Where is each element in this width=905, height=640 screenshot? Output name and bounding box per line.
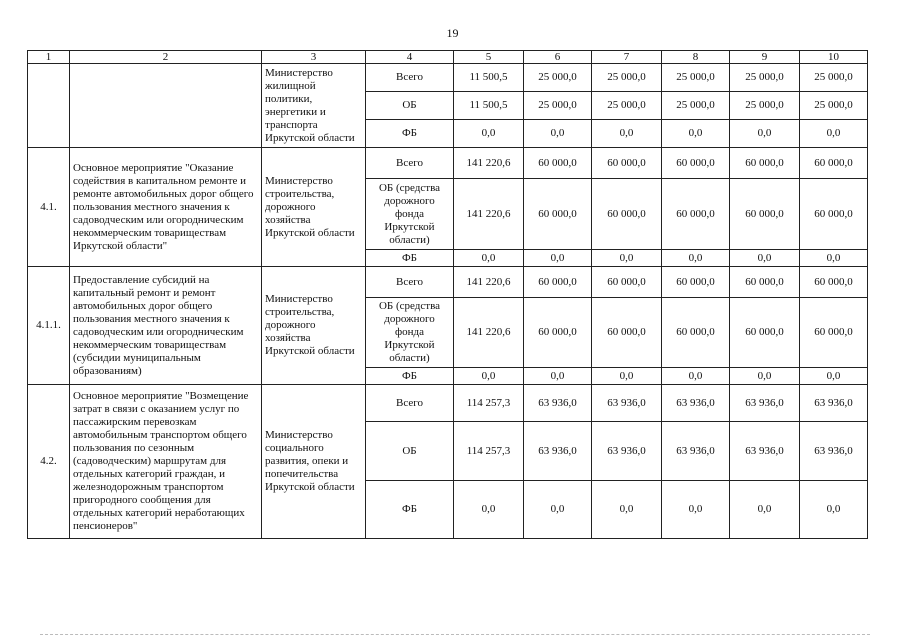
amount-cell: 141 220,6 bbox=[454, 267, 524, 298]
header-col-8: 8 bbox=[662, 51, 730, 64]
amount-cell: 60 000,0 bbox=[592, 298, 662, 368]
header-col-2: 2 bbox=[70, 51, 262, 64]
amount-cell: 60 000,0 bbox=[730, 148, 800, 179]
amount-cell: 25 000,0 bbox=[592, 92, 662, 120]
amount-cell: 60 000,0 bbox=[730, 298, 800, 368]
item-name bbox=[70, 64, 262, 148]
item-name: Предоставление субсидий на капитальный ремонт и ремонт автомобильных дорог общего пользования местного значения к садоводческим или огородническим некоммерческим товариществам (субсидии муниципальным образованиям) bbox=[70, 267, 262, 385]
funding-source: Всего bbox=[366, 64, 454, 92]
amount-cell: 0,0 bbox=[662, 120, 730, 148]
page-number: 19 bbox=[446, 26, 459, 40]
amount-cell: 60 000,0 bbox=[800, 267, 868, 298]
amount-cell: 141 220,6 bbox=[454, 298, 524, 368]
amount-cell: 0,0 bbox=[524, 368, 592, 385]
amount-cell: 0,0 bbox=[524, 120, 592, 148]
amount-cell: 60 000,0 bbox=[524, 148, 592, 179]
amount-cell: 114 257,3 bbox=[454, 422, 524, 481]
header-col-7: 7 bbox=[592, 51, 662, 64]
header-col-6: 6 bbox=[524, 51, 592, 64]
item-code bbox=[28, 64, 70, 148]
header-col-4: 4 bbox=[366, 51, 454, 64]
funding-source: ОБ (средства дорожного фонда Иркутской области) bbox=[366, 298, 454, 368]
amount-cell: 25 000,0 bbox=[524, 92, 592, 120]
amount-cell: 60 000,0 bbox=[800, 298, 868, 368]
amount-cell: 11 500,5 bbox=[454, 64, 524, 92]
amount-cell: 60 000,0 bbox=[592, 267, 662, 298]
amount-cell: 11 500,5 bbox=[454, 92, 524, 120]
funding-source: ФБ bbox=[366, 120, 454, 148]
amount-cell: 0,0 bbox=[800, 120, 868, 148]
amount-cell: 25 000,0 bbox=[800, 92, 868, 120]
amount-cell: 0,0 bbox=[800, 250, 868, 267]
amount-cell: 60 000,0 bbox=[662, 298, 730, 368]
amount-cell: 60 000,0 bbox=[662, 148, 730, 179]
amount-cell: 60 000,0 bbox=[592, 148, 662, 179]
amount-cell: 0,0 bbox=[454, 368, 524, 385]
amount-cell: 0,0 bbox=[730, 120, 800, 148]
amount-cell: 25 000,0 bbox=[592, 64, 662, 92]
item-code: 4.1.1. bbox=[28, 267, 70, 385]
amount-cell: 0,0 bbox=[662, 481, 730, 539]
header-col-1: 1 bbox=[28, 51, 70, 64]
amount-cell: 0,0 bbox=[592, 481, 662, 539]
bottom-edge-artifact bbox=[40, 634, 870, 637]
amount-cell: 0,0 bbox=[730, 250, 800, 267]
amount-cell: 0,0 bbox=[592, 120, 662, 148]
amount-cell: 60 000,0 bbox=[592, 179, 662, 250]
item-executor: Министерство жилищной политики, энергетики и транспорта Иркутской области bbox=[262, 64, 366, 148]
amount-cell: 25 000,0 bbox=[800, 64, 868, 92]
header-col-9: 9 bbox=[730, 51, 800, 64]
amount-cell: 0,0 bbox=[592, 368, 662, 385]
amount-cell: 63 936,0 bbox=[800, 385, 868, 422]
amount-cell: 63 936,0 bbox=[730, 422, 800, 481]
amount-cell: 0,0 bbox=[800, 368, 868, 385]
table-row bbox=[28, 385, 868, 422]
funding-source: ФБ bbox=[366, 368, 454, 385]
funding-source: Всего bbox=[366, 267, 454, 298]
header-row bbox=[28, 51, 868, 64]
amount-cell: 63 936,0 bbox=[592, 385, 662, 422]
amount-cell: 63 936,0 bbox=[524, 385, 592, 422]
funding-source: ФБ bbox=[366, 250, 454, 267]
item-executor: Министерство социального развития, опеки и попечительства Иркутской области bbox=[262, 385, 366, 539]
amount-cell: 0,0 bbox=[454, 120, 524, 148]
amount-cell: 0,0 bbox=[662, 250, 730, 267]
table-row bbox=[28, 267, 868, 298]
item-name: Основное мероприятие "Возмещение затрат в связи с оказанием услуг по пассажирским перевозкам автомобильным транспортом общего пользования по сезонным (садоводческим) маршрутам для отдельных категорий граждан, и железнодорожным транспортом пригородного сообщения для отдельных категорий неработающих пенсионеров" bbox=[70, 385, 262, 539]
item-code: 4.1. bbox=[28, 148, 70, 267]
amount-cell: 60 000,0 bbox=[730, 179, 800, 250]
header-col-5: 5 bbox=[454, 51, 524, 64]
amount-cell: 60 000,0 bbox=[730, 267, 800, 298]
amount-cell: 60 000,0 bbox=[800, 179, 868, 250]
amount-cell: 114 257,3 bbox=[454, 385, 524, 422]
amount-cell: 60 000,0 bbox=[800, 148, 868, 179]
item-executor: Министерство строительства, дорожного хозяйства Иркутской области bbox=[262, 267, 366, 385]
amount-cell: 0,0 bbox=[662, 368, 730, 385]
amount-cell: 60 000,0 bbox=[524, 267, 592, 298]
amount-cell: 25 000,0 bbox=[662, 64, 730, 92]
amount-cell: 141 220,6 bbox=[454, 148, 524, 179]
amount-cell: 0,0 bbox=[730, 368, 800, 385]
amount-cell: 25 000,0 bbox=[662, 92, 730, 120]
amount-cell: 25 000,0 bbox=[524, 64, 592, 92]
header-col-10: 10 bbox=[800, 51, 868, 64]
amount-cell: 63 936,0 bbox=[592, 422, 662, 481]
amount-cell: 141 220,6 bbox=[454, 179, 524, 250]
amount-cell: 0,0 bbox=[730, 481, 800, 539]
amount-cell: 60 000,0 bbox=[662, 267, 730, 298]
funding-source: Всего bbox=[366, 148, 454, 179]
funding-source: ОБ bbox=[366, 422, 454, 481]
table-row bbox=[28, 148, 868, 179]
item-name: Основное мероприятие "Оказание содействия в капитальном ремонте и ремонте автомобильных дорог общего пользования местного значения к садоводческим или огородническим некоммерческим товариществам Иркутской области" bbox=[70, 148, 262, 267]
amount-cell: 0,0 bbox=[454, 250, 524, 267]
header-col-3: 3 bbox=[262, 51, 366, 64]
amount-cell: 60 000,0 bbox=[662, 179, 730, 250]
table-row bbox=[28, 64, 868, 92]
item-code: 4.2. bbox=[28, 385, 70, 539]
amount-cell: 0,0 bbox=[454, 481, 524, 539]
item-executor: Министерство строительства, дорожного хозяйства Иркутской области bbox=[262, 148, 366, 267]
funding-source: ОБ (средства дорожного фонда Иркутской области) bbox=[366, 179, 454, 250]
amount-cell: 60 000,0 bbox=[524, 179, 592, 250]
amount-cell: 0,0 bbox=[592, 250, 662, 267]
funding-source: Всего bbox=[366, 385, 454, 422]
amount-cell: 25 000,0 bbox=[730, 92, 800, 120]
amount-cell: 63 936,0 bbox=[730, 385, 800, 422]
amount-cell: 0,0 bbox=[524, 481, 592, 539]
amount-cell: 63 936,0 bbox=[524, 422, 592, 481]
amount-cell: 0,0 bbox=[800, 481, 868, 539]
amount-cell: 0,0 bbox=[524, 250, 592, 267]
amount-cell: 63 936,0 bbox=[800, 422, 868, 481]
amount-cell: 63 936,0 bbox=[662, 385, 730, 422]
amount-cell: 25 000,0 bbox=[730, 64, 800, 92]
budget-table bbox=[27, 50, 868, 539]
amount-cell: 63 936,0 bbox=[662, 422, 730, 481]
funding-source: ОБ bbox=[366, 92, 454, 120]
funding-source: ФБ bbox=[366, 481, 454, 539]
amount-cell: 60 000,0 bbox=[524, 298, 592, 368]
